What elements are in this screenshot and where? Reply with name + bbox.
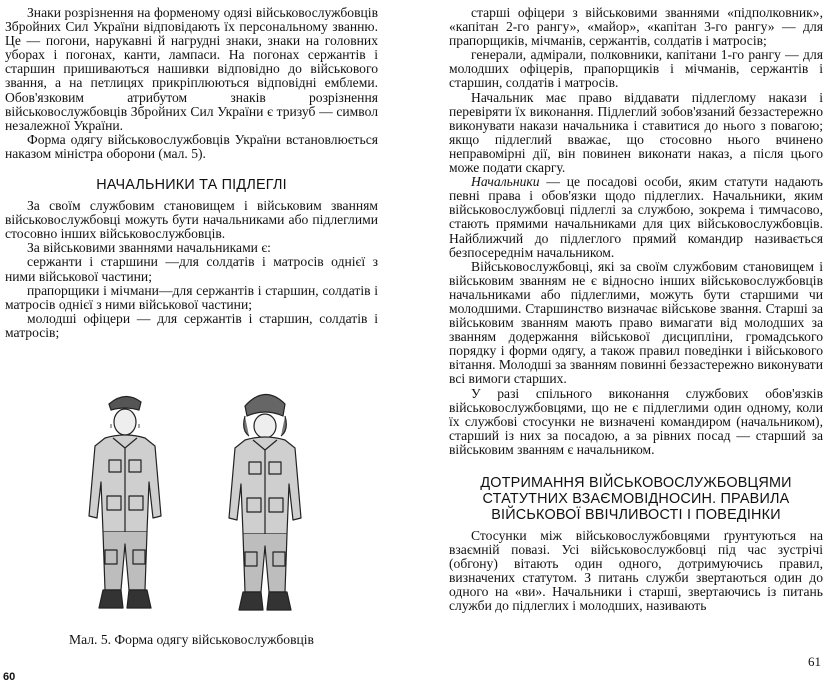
heading-line: СТАТУТНИХ ВЗАЄМОВІДНОСИН. ПРАВИЛА [482,491,790,507]
heading-line: ВІЙСЬКОВОЇ ВВІЧЛИВОСТІ І ПОВЕДІНКИ [491,507,781,523]
figure-caption: Мал. 5. Форма одягу військовослужбовців [69,632,314,647]
soldier-figure-right [229,394,301,610]
uniform-illustration [75,386,325,618]
paragraph-text: — це посадові особи, яким статути надають певні права і обов'язки щодо підлеглих. Начальники, яким військовослужбовці підлеглі за службою, зокрема і тимчасово, стають прямими начальниками для цих військовослужбовців. Найближчий до підлеглого прямий командир називається безпосереднім начальником. [449,174,823,260]
paragraph: прапорщики і мічмани—для сержантів і старшин, солдатів і матросів однієї з ними військової частини; [5,282,378,312]
paragraph: Військовослужбовці, які за своїм службовим становищем і військовим званням не є відносно інших військовослужбовців начальниками або підлеглими, можуть бути старшими чи молодшими. Старшинство визначає військове звання. Старші за військовим званням мають право вимагати від молодших за званням додержання військової дисципліни, громадського порядку і форми одягу, а також правил поведінки і військового вітання. Молодші за званням повинні беззастережно виконувати всі вимоги старших. [449,258,823,387]
paragraph [449,175,823,260]
emphasis-term: Начальники [471,174,540,190]
paragraph: молодші офіцери — для сержантів і старшин, солдатів і матросів; [5,310,378,340]
page-number-right: 61 [808,654,821,669]
paragraph: За військовими званнями начальниками є: [27,240,271,256]
paragraph: старші офіцери з військовими званнями «підполковник», «капітан 2-го рангу», «майор», «капітан 3-го рангу» — для прапорщиків, мічманів, сержантів, солдатів і матросів; [449,5,823,49]
left-page-column [5,6,378,340]
soldier-figure-left [89,396,161,608]
paragraph: сержанти і старшини —для солдатів і матросів однієї з ними військової частини; [5,254,378,284]
paragraph: Стосунки між військовослужбовцями ґрунтуються на взаємній повазі. Усі військовослужбовці під час зустрічі (обгону) вітають один одного, дотримуючись правил, визначених статутом. З питань служби звертаються один до одного на «ви». Начальники і старші, звертаючись із питань служби до підлеглих і молодших, називають [449,528,823,614]
page-number-left: 60 [3,671,16,683]
paragraph: Форма одягу військовослужбовців України встановлюється наказом міністра оборони (мал. 5). [5,131,378,161]
section-heading: НАЧАЛЬНИКИ ТА ПІДЛЕГЛІ [96,177,287,194]
paragraph: генерали, адмірали, полковники, капітани 1-го рангу — для молодших офіцерів, прапорщиків і мічманів, сержантів і старшин, солдатів і матросів. [449,47,823,91]
heading-line: ДОТРИМАННЯ ВІЙСЬКОВОСЛУЖБОВЦЯМИ [480,475,792,491]
paragraph: У разі спільного виконання службових обов'язків військовослужбовцями, що не є підлеглими один одному, коли їх службові стосунки не визначені командиром (начальником), старший із них за посадою, а за рівних посад — старший за військовим званням є начальником. [449,385,823,457]
section-heading [449,475,823,523]
paragraph: За своїм службовим становищем і військовим званням військовослужбовці можуть бути начальниками або підлеглими стосовно інших військовослужбовців. [5,198,378,242]
paragraph: Начальник має право віддавати підлеглому накази і перевіряти їх виконання. Підлеглий зобов'язаний беззастережно виконувати накази начальника і ставитися до нього з повагою; якщо підлеглий вважає, що стосовно нього вчинено неправомірні дії, він повинен виконати наказ, а після цього може подати скаргу. [449,89,823,176]
paragraph: Знаки розрізнення на форменому одязі військовослужбовців Збройних Сил України відповідають їх персональному званню. Це — погони, нарукавні й нагрудні знаки, знаки на головних уборах і погонах, канти, лампаси. На погонах сержантів і старшин пришиваються нашивки відповідно до військового звання, а на петлицях прикріплюються відповідні емблеми. Обов'язковим атрибутом знаків розрізнення військовослужбовців Збройних Сил України є тризуб — символ незалежної України. [5,5,378,133]
right-page-column [449,6,823,614]
